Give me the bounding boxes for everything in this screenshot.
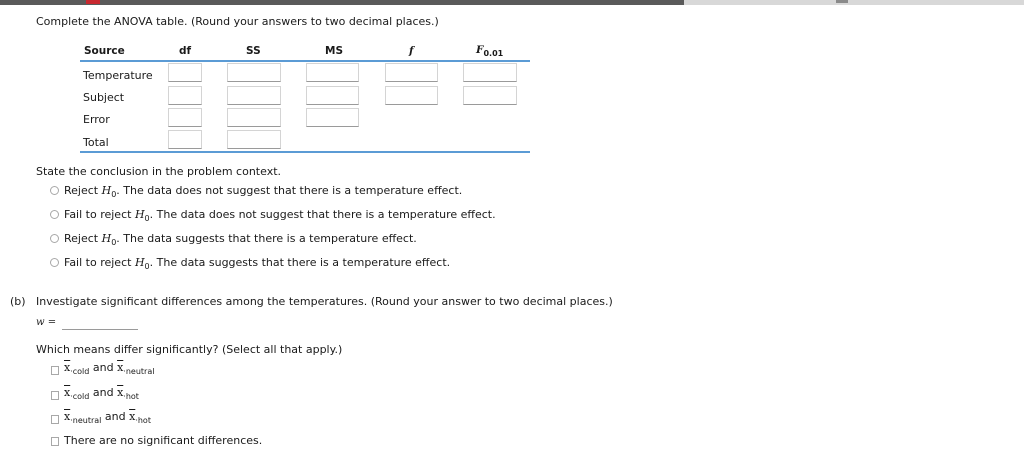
choice-label: There are no significant differences. [64, 434, 263, 447]
option-h-sub: 0 [111, 238, 117, 248]
choice-label [64, 410, 151, 425]
option-verb: Fail to reject [64, 208, 132, 221]
header-ms: MS [325, 45, 344, 57]
option-verb: Reject [64, 184, 99, 197]
mean-a: cold [72, 367, 90, 377]
and-word: and [104, 410, 126, 423]
table-bottom-rule [80, 151, 530, 153]
option-h: H [101, 232, 112, 245]
subject-f-input[interactable] [385, 86, 438, 105]
header-source: Source [84, 45, 125, 57]
w-label: w = [36, 317, 57, 328]
row-label-total: Total [83, 136, 109, 149]
option-label [64, 208, 496, 223]
option-text: . The data suggests that there is a temperature effect. [116, 232, 417, 245]
instructions: Complete the ANOVA table. (Round your answers to two decimal places.) [36, 15, 439, 28]
total-df-input[interactable] [168, 130, 202, 149]
subject-ms-input[interactable] [306, 86, 359, 105]
checkbox[interactable] [51, 366, 59, 375]
error-ss-input[interactable] [227, 108, 281, 127]
error-ms-input[interactable] [306, 108, 359, 127]
temperature-fcrit-input[interactable] [463, 63, 517, 82]
dot: · [70, 367, 73, 377]
header-fcrit [476, 44, 503, 58]
option-verb: Fail to reject [64, 256, 132, 269]
option-text: . The data suggests that there is a temperature effect. [149, 256, 451, 269]
part-b-text: Investigate significant differences among the temperatures. (Round your answer to two decimal places.) [36, 295, 613, 308]
dot: · [123, 392, 126, 402]
header-df: df [179, 45, 192, 57]
dot: · [70, 416, 73, 426]
mean-b: hot [137, 416, 151, 426]
radio-button[interactable] [50, 234, 59, 243]
radio-button[interactable] [50, 186, 59, 195]
choice-label [64, 386, 139, 401]
header-ss: SS [246, 45, 261, 57]
option-h-sub: 0 [144, 214, 150, 224]
option-text: . The data does not suggest that there is a temperature effect. [149, 208, 496, 221]
row-label-temperature: Temperature [83, 69, 153, 82]
mean-b: neutral [125, 367, 155, 377]
xbar-symbol: $\overline{x}$ [64, 386, 71, 399]
dot: · [123, 367, 126, 377]
dot: · [70, 392, 73, 402]
total-ss-input[interactable] [227, 130, 281, 149]
xbar-symbol: $\overline{x}$ [129, 410, 136, 423]
dot: · [135, 416, 138, 426]
xbar-symbol: $\overline{x}$ [117, 361, 124, 374]
and-word: and [92, 386, 114, 399]
header-fcrit-sub: 0.01 [483, 49, 504, 59]
row-label-error: Error [83, 113, 110, 126]
top-bar-progress [0, 0, 684, 5]
option-text: . The data does not suggest that there is a temperature effect. [116, 184, 463, 197]
radio-button[interactable] [50, 258, 59, 267]
top-bar [0, 0, 1024, 5]
option-h: H [101, 184, 112, 197]
subject-ss-input[interactable] [227, 86, 281, 105]
part-b-label: (b) [10, 295, 26, 308]
xbar-symbol: $\overline{x}$ [64, 410, 71, 423]
error-df-input[interactable] [168, 108, 202, 127]
mean-a: neutral [72, 416, 102, 426]
means-question: Which means differ significantly? (Select all that apply.) [36, 343, 343, 356]
option-h-sub: 0 [111, 190, 117, 200]
and-word: and [92, 361, 114, 374]
temperature-df-input[interactable] [168, 63, 202, 82]
temperature-f-input[interactable] [385, 63, 438, 82]
conclusion-prompt: State the conclusion in the problem context. [36, 165, 282, 178]
temperature-ss-input[interactable] [227, 63, 281, 82]
radio-button[interactable] [50, 210, 59, 219]
checkbox[interactable] [51, 437, 59, 446]
mean-b: hot [125, 392, 139, 402]
xbar-symbol: $\overline{x}$ [64, 361, 71, 374]
checkbox[interactable] [51, 415, 59, 424]
choice-label [64, 361, 154, 376]
subject-df-input[interactable] [168, 86, 202, 105]
option-h: H [134, 256, 145, 269]
table-header-rule [80, 60, 530, 62]
option-h-sub: 0 [144, 262, 150, 272]
option-label [64, 184, 462, 199]
header-fcrit-letter: F [476, 44, 484, 56]
mean-a: cold [72, 392, 90, 402]
subject-fcrit-input[interactable] [463, 86, 517, 105]
header-f: f [409, 45, 414, 57]
xbar-symbol: $\overline{x}$ [117, 386, 124, 399]
w-input[interactable] [62, 329, 138, 330]
top-bar-marker [86, 0, 100, 4]
option-label [64, 232, 417, 247]
temperature-ms-input[interactable] [306, 63, 359, 82]
row-label-subject: Subject [83, 91, 125, 104]
option-h: H [134, 208, 145, 221]
option-label [64, 256, 450, 271]
option-verb: Reject [64, 232, 99, 245]
top-bar-tick [836, 0, 848, 3]
checkbox[interactable] [51, 391, 59, 400]
